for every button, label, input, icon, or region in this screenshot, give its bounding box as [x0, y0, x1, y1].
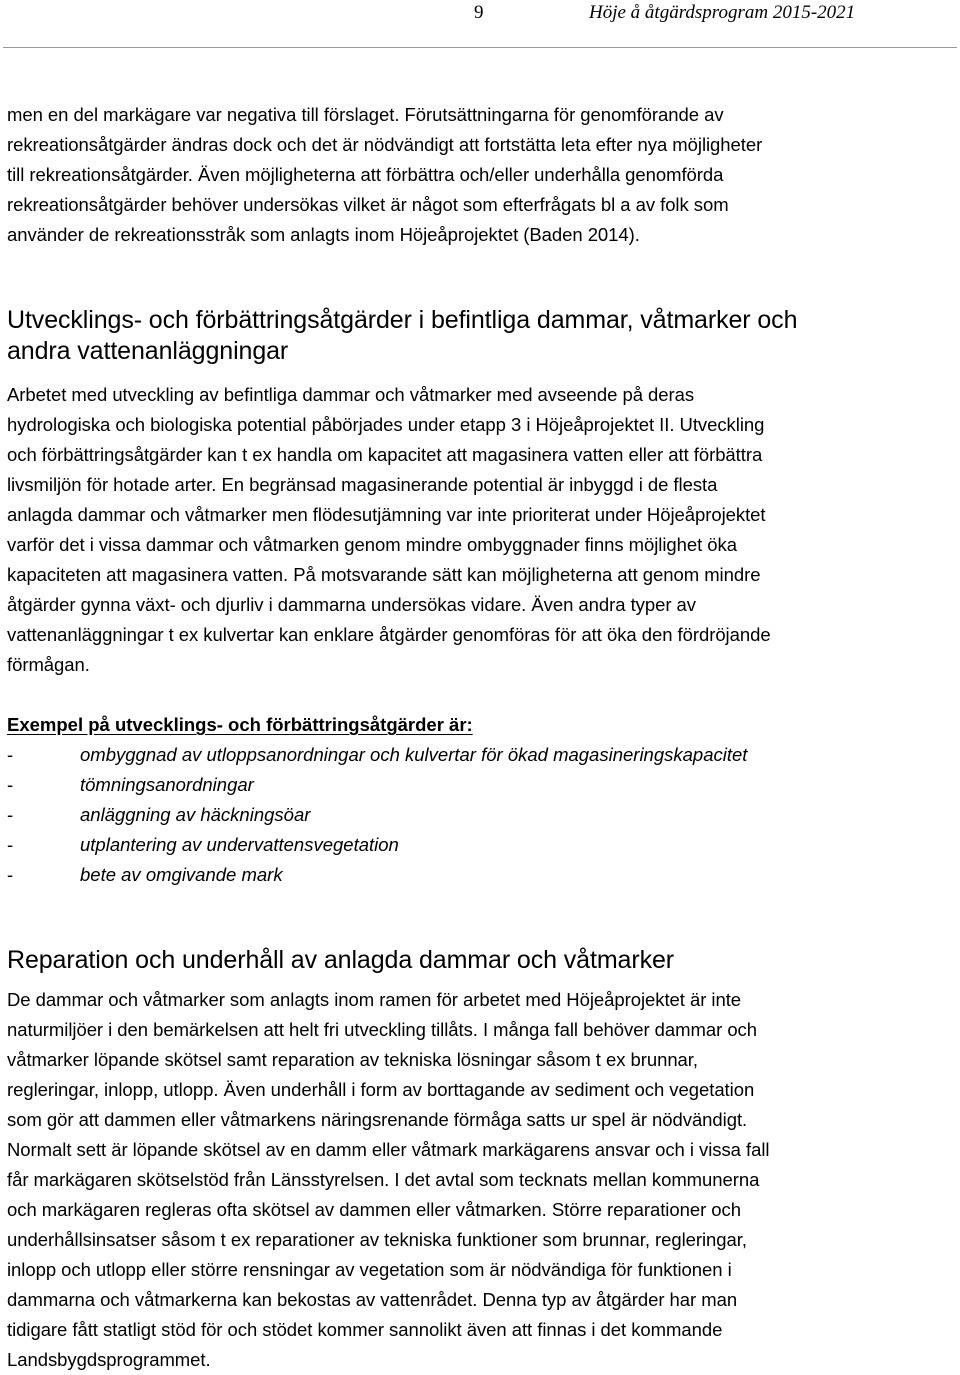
text-line: varför det i vissa dammar och våtmarken genom mindre ombyggnader finns möjlighet öka	[7, 534, 737, 555]
bullet-dash: -	[7, 774, 14, 795]
text-line: inlopp och utlopp eller större rensningar av vegetation som är nödvändiga för funktionen i	[7, 1259, 732, 1280]
text-line: Landsbygdsprogrammet.	[7, 1349, 211, 1370]
text-line: använder de rekreationsstråk som anlagts inom Höjeåprojektet (Baden 2014).	[7, 224, 640, 245]
text-line: kapaciteten att magasinera vatten. På motsvarande sätt kan möjligheterna att genom mindre	[7, 564, 761, 585]
text-line: Arbetet med utveckling av befintliga dammar och våtmarker med avseende på deras	[7, 384, 695, 405]
text-line: och markägaren regleras ofta skötsel av dammen eller våtmarken. Större reparationer och	[7, 1199, 741, 1220]
intro-paragraph	[7, 100, 957, 250]
text-line: får markägaren skötselstöd från Länsstyrelsen. I det avtal som tecknats mellan kommunerna	[7, 1169, 760, 1190]
text-line: förmågan.	[7, 654, 90, 675]
text-line: våtmarker löpande skötsel samt reparation av tekniska lösningar såsom t ex brunnar,	[7, 1049, 698, 1070]
examples-heading: Exempel på utvecklings- och förbättringsåtgärder är:	[7, 714, 473, 735]
list-item-text: utplantering av undervattensvegetation	[80, 834, 399, 855]
text-line: dammarna och våtmarkerna kan bekostas av vattenrådet. Denna typ av åtgärder har man	[7, 1289, 738, 1310]
text-line: livsmiljön för hotade arter. En begränsad magasinerande potential är inbyggd i de flesta	[7, 474, 718, 495]
page-header	[0, 0, 960, 40]
bullet-dash: -	[7, 804, 14, 825]
text-line: tidigare fått statligt stöd för och stödet kommer sannolikt även att finnas i det kommande	[7, 1319, 723, 1340]
text-line: åtgärder gynna växt- och djurliv i dammarna undersökas vidare. Även andra typer av	[7, 594, 696, 615]
list-item-text: tömningsanordningar	[80, 774, 254, 795]
text-line: rekreationsåtgärder behöver undersökas vilket är något som efterfrågats bl a av folk som	[7, 194, 729, 215]
development-paragraph	[7, 380, 957, 680]
header-divider	[3, 47, 957, 48]
text-line: som gör att dammen eller våtmarkens näringsrenande förmåga satts ur spel är nödvändigt.	[7, 1109, 748, 1130]
text-line: underhållsinsatser såsom t ex reparationer av tekniska funktioner som brunnar, regleringar,	[7, 1229, 747, 1250]
heading-line: Utvecklings- och förbättringsåtgärder i befintliga dammar, våtmarker och	[7, 306, 798, 334]
text-line: regleringar, inlopp, utlopp. Även underhåll i form av borttagande av sediment och vegetation	[7, 1079, 755, 1100]
text-line: hydrologiska och biologiska potential påbörjades under etapp 3 i Höjeåprojektet II. Utveckling	[7, 414, 765, 435]
text-line: till rekreationsåtgärder. Även möjligheterna att förbättra och/eller underhålla genomförda	[7, 164, 724, 185]
heading-line: Reparation och underhåll av anlagda dammar och våtmarker	[7, 946, 674, 974]
text-line: vattenanläggningar t ex kulvertar kan enklare åtgärder genomföras för att öka den fördröjande	[7, 624, 771, 645]
list-item-text: ombyggnad av utloppsanordningar och kulvertar för ökad magasineringskapacitet	[80, 744, 748, 765]
bullet-dash: -	[7, 834, 14, 855]
heading-line: andra vattenanläggningar	[7, 337, 289, 365]
section-heading-repair	[7, 945, 957, 976]
text-line: De dammar och våtmarker som anlagts inom ramen för arbetet med Höjeåprojektet är inte	[7, 989, 742, 1010]
text-line: Normalt sett är löpande skötsel av en damm eller våtmark markägarens ansvar och i vissa fall	[7, 1139, 770, 1160]
list-item-text: bete av omgivande mark	[80, 864, 283, 885]
text-line: men en del markägare var negativa till förslaget. Förutsättningarna för genomförande av	[7, 104, 724, 125]
bullet-dash: -	[7, 864, 14, 885]
page-number: 9	[474, 2, 484, 23]
list-item-text: anläggning av häckningsöar	[80, 804, 311, 825]
text-line: och förbättringsåtgärder kan t ex handla om kapacitet att magasinera vatten eller att förbättra	[7, 444, 763, 465]
repair-paragraph	[7, 985, 957, 1375]
bullet-dash: -	[7, 744, 14, 765]
text-line: rekreationsåtgärder ändras dock och det är nödvändigt att fortstätta leta efter nya möjligheter	[7, 134, 763, 155]
text-line: anlagda dammar och våtmarker men flödesutjämning var inte prioriterat under Höjeåprojektet	[7, 504, 766, 525]
document-title: Höje å åtgärdsprogram 2015-2021	[589, 2, 856, 23]
section-heading-development	[7, 305, 957, 367]
text-line: naturmiljöer i den bemärkelsen att helt fri utveckling tillåts. I många fall behöver dammar och	[7, 1019, 757, 1040]
